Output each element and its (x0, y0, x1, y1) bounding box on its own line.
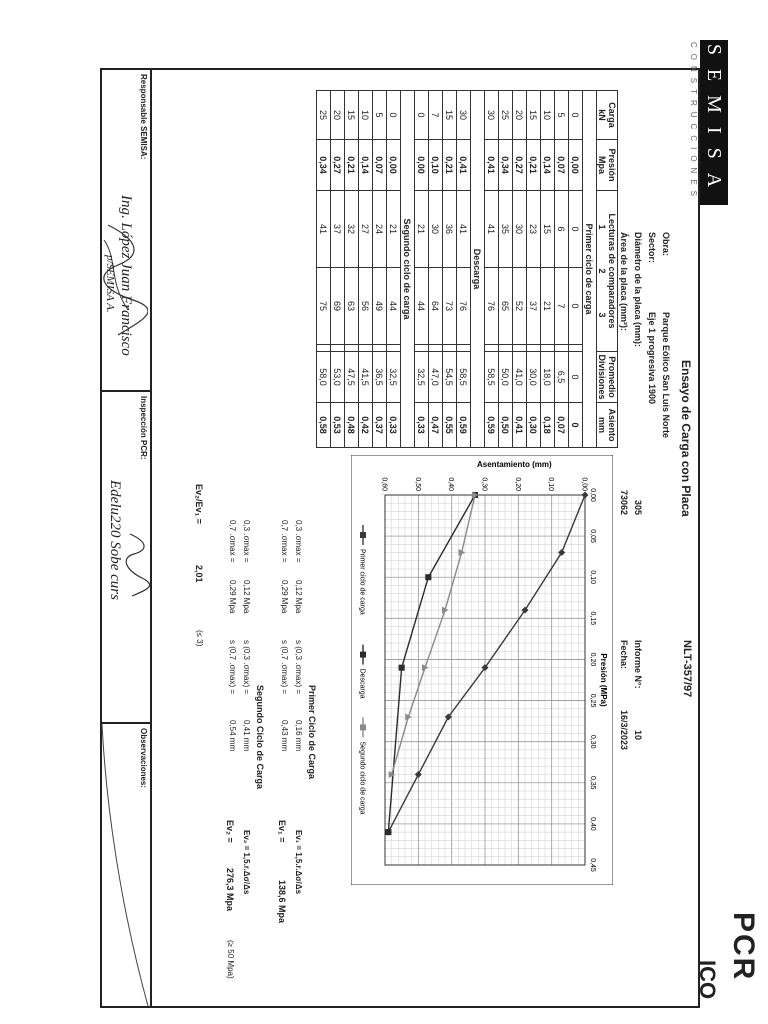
table-cell: 32 (345, 191, 359, 268)
table-cell: 0,07 (555, 403, 569, 448)
table-cell: 44 (387, 268, 401, 345)
legend-marker (360, 532, 366, 538)
header-asiento-unit: mm (597, 416, 607, 433)
p2-sigma2-value: 0,29 Mpa (228, 580, 237, 614)
table-cell: 25 (499, 91, 513, 140)
table-cell: 18,0 (541, 352, 555, 403)
table-cell: 30 (485, 91, 499, 140)
table-cell: 0 (569, 403, 583, 448)
table-cell: 20 (331, 91, 345, 140)
table-cell (457, 345, 471, 352)
x-tick-label: 0,05 (589, 529, 596, 543)
table-cell: 47,5 (345, 352, 359, 403)
table-cell: 32,5 (415, 352, 429, 403)
table-cell: 41 (485, 191, 499, 268)
table-cell: 7 (555, 268, 569, 345)
table-cell: 63 (345, 268, 359, 345)
p1-s2-label: s (0,7 .σmax) = (280, 640, 289, 695)
table-cell (443, 345, 457, 352)
table-row (387, 91, 401, 448)
x-tick-label: 0,15 (589, 611, 596, 626)
table-row (415, 91, 429, 448)
header-promedio-text: Promedio (607, 356, 617, 398)
p2-s2-value: 0,54 mm (228, 720, 237, 752)
table-cell (499, 345, 513, 352)
table-row (331, 91, 345, 448)
table-cell: 65 (499, 268, 513, 345)
table-cell: 41,5 (359, 352, 373, 403)
obra-value: Parque Eólico San Luis Norte (661, 312, 671, 439)
table-cell: 0 (569, 352, 583, 403)
table-cell: 6 (555, 191, 569, 268)
header-lecturas-text: Lecturas de comparadores (607, 213, 617, 329)
table-cell: 21 (541, 268, 555, 345)
data-point (399, 665, 405, 671)
diametro-value: 305 (633, 500, 643, 516)
header-carga-text: Carga (607, 102, 617, 128)
p1-s2-value: 0,43 mm (280, 720, 289, 752)
table-cell: 0,18 (541, 403, 555, 448)
legend-marker (360, 652, 366, 658)
table-row (499, 91, 513, 448)
table-cell: 0,07 (373, 140, 387, 191)
table-cell: 58,0 (317, 352, 331, 403)
header-asiento (597, 403, 618, 448)
table-cell: 15 (345, 91, 359, 140)
primer-ciclo-title: Primer Ciclo de Carga (307, 685, 317, 780)
table-cell: 0,30 (527, 403, 541, 448)
table-cell: 58,5 (457, 352, 471, 403)
table-cell: 36 (443, 191, 457, 268)
diametro-label: Diámetro de la placa (mm): (633, 232, 643, 348)
table-cell: 0 (569, 191, 583, 268)
ev1-formula: Ev₁ = 1,5.r.Δσ/Δs (294, 830, 303, 895)
table-row (345, 91, 359, 448)
table-header-row (597, 91, 618, 448)
sector-value: Eje 1 progresiva 1900 (647, 312, 657, 405)
table-cell: 7 (429, 91, 443, 140)
table-cell: 21 (387, 191, 401, 268)
table-cell: 0,58 (317, 403, 331, 448)
table-cell: 10 (541, 91, 555, 140)
ev2-formula: Ev₂ = 1,5.r.Δσ/Δs (242, 830, 251, 895)
table-cell: 15 (527, 91, 541, 140)
table-cell: 15 (541, 191, 555, 268)
semisa-logo-subtitle: CONSTRUCCIONES (689, 42, 698, 203)
p1-sigma2-value: 0,29 Mpa (280, 580, 289, 614)
section-title-cell: Segundo ciclo de carga (401, 91, 415, 448)
ev1-value: 138,6 Mpa (277, 880, 287, 924)
table-cell: 76 (457, 268, 471, 345)
table-cell (359, 345, 373, 352)
table-cell: 0,34 (317, 140, 331, 191)
table-cell: 0,27 (331, 140, 345, 191)
table-row (541, 91, 555, 448)
table-cell: 0,53 (331, 403, 345, 448)
table-cell: 58,5 (485, 352, 499, 403)
table-cell: 49 (373, 268, 387, 345)
header-carga-unit: kN (597, 109, 607, 121)
inspeccion-label: Inspección PCR: (139, 396, 148, 460)
responsable-signature-scribble (100, 220, 148, 340)
table-cell (373, 345, 387, 352)
table-cell: 35 (499, 191, 513, 268)
table-cell: 30 (429, 191, 443, 268)
table-cell: 0,33 (415, 403, 429, 448)
table-cell: 64 (429, 268, 443, 345)
header-asiento-text: Asiento (607, 408, 617, 442)
table-row (359, 91, 373, 448)
table-section-title (401, 91, 415, 448)
legend-marker (360, 724, 366, 730)
table-cell (429, 345, 443, 352)
table-cell: 50,0 (499, 352, 513, 403)
y-tick-label: 0,40 (447, 477, 455, 491)
table-cell: 52 (513, 268, 527, 345)
y-tick-label: 0,10 (547, 477, 555, 491)
table-cell: 0,41 (513, 403, 527, 448)
table-cell: 0,33 (387, 403, 401, 448)
header-carga (597, 91, 618, 140)
header-promedio (597, 352, 618, 403)
p1-sigma1-label: 0,3 .σmax = (294, 520, 303, 563)
informe-value: 10 (633, 730, 643, 741)
fecha-label: Fecha: (619, 640, 629, 670)
pcr-logo: PCR (727, 912, 760, 982)
x-tick-label: 0,30 (589, 734, 596, 749)
table-cell: 41,0 (513, 352, 527, 403)
table-row (373, 91, 387, 448)
table-cell: 0,00 (415, 140, 429, 191)
p1-s1-value: 0,16 mm (294, 720, 303, 752)
table-cell: 0,34 (499, 140, 513, 191)
fecha-value: 16/3/2023 (619, 710, 629, 751)
table-cell: 0,21 (443, 140, 457, 191)
p2-s1-value: 0,41 mm (242, 720, 251, 752)
table-cell (485, 345, 499, 352)
table-cell (555, 345, 569, 352)
table-cell: 53,0 (331, 352, 345, 403)
header-lecturas (597, 191, 618, 352)
table-cell (527, 345, 541, 352)
table-cell: 0,00 (569, 140, 583, 191)
responsable-label: Responsable SEMISA: (139, 74, 148, 160)
y-tick-label: 0,50 (413, 477, 421, 491)
footer-top-border (150, 68, 152, 1008)
table-cell: 15 (443, 91, 457, 140)
legend-label: Segundo ciclo de carga (358, 741, 366, 815)
table-row (457, 91, 471, 448)
p2-sigma2-label: 0,7 .σmax = (228, 520, 237, 563)
header-c1: 1 (597, 224, 607, 230)
p2-sigma1-label: 0,3 .σmax = (242, 520, 251, 563)
legend-label: Primer ciclo de carga (358, 549, 366, 615)
table-cell: 0 (387, 91, 401, 140)
table-cell: 24 (373, 191, 387, 268)
section-title-cell: Descarga (471, 91, 485, 448)
table-cell (415, 345, 429, 352)
table-cell: 0,55 (443, 403, 457, 448)
sector-label: Sector: (647, 232, 657, 264)
inspeccion-signature-scribble (124, 530, 150, 600)
table-cell: 0,21 (345, 140, 359, 191)
x-tick-label: 0,35 (589, 775, 596, 790)
table-cell: 32,5 (387, 352, 401, 403)
table-cell: 0 (415, 91, 429, 140)
table-cell: 41 (317, 191, 331, 268)
informe-label: Informe N°: (633, 640, 643, 689)
data-point (385, 829, 391, 835)
table-cell: 30 (457, 91, 471, 140)
x-tick-label: 0,10 (589, 570, 596, 585)
footer-divider-1 (100, 390, 152, 392)
p2-sigma1-value: 0,12 Mpa (242, 580, 251, 614)
header-promedio-unit: Divisiones (597, 354, 607, 400)
table-cell (387, 345, 401, 352)
p1-s1-label: s (0,3 .σmax) = (294, 640, 303, 695)
x-tick-label: 0,20 (589, 652, 596, 667)
area-label: Área de la placa (mm²): (619, 232, 629, 332)
x-axis-title: Presión (MPa) (599, 653, 608, 707)
x-tick-label: 0,25 (589, 693, 596, 708)
obra-label: Obra: (661, 232, 671, 257)
table-cell: 30,0 (527, 352, 541, 403)
table-cell: 0,59 (457, 403, 471, 448)
data-point (425, 574, 431, 580)
table-cell: 0,47 (429, 403, 443, 448)
observaciones-label: Observaciones: (139, 728, 148, 789)
responsable-org: p/SEMISA A. (104, 255, 116, 313)
ev2-value: 276,3 Mpa (225, 868, 235, 912)
table-cell (541, 345, 555, 352)
y-tick-label: 0,60 (380, 477, 388, 491)
table-cell: 0,14 (541, 140, 555, 191)
section-title-cell: Primer ciclo de carga (583, 91, 597, 448)
y-tick-label: 0,30 (480, 477, 488, 491)
y-tick-label: 0,20 (513, 477, 521, 491)
table-cell: 37 (331, 191, 345, 268)
table-cell (513, 345, 527, 352)
table-row (443, 91, 457, 448)
table-cell: 0,14 (359, 140, 373, 191)
header-c3: 3 (597, 312, 607, 318)
table-cell: 0,41 (457, 140, 471, 191)
table-row (485, 91, 499, 448)
table-cell: 0,50 (499, 403, 513, 448)
header-c2: 2 (597, 268, 607, 274)
p1-sigma2-label: 0,7 .σmax = (280, 520, 289, 563)
table-cell: 37 (527, 268, 541, 345)
table-row (527, 91, 541, 448)
table-cell (317, 345, 331, 352)
p1-sigma1-value: 0,12 Mpa (294, 580, 303, 614)
table-cell: 0 (569, 91, 583, 140)
table-cell: 0 (569, 268, 583, 345)
x-tick-label: 0,00 (589, 488, 596, 502)
table-cell: 0,10 (429, 140, 443, 191)
table-cell: 69 (331, 268, 345, 345)
table-cell: 36,5 (373, 352, 387, 403)
table-cell: 25 (317, 91, 331, 140)
table-row (569, 91, 583, 448)
table-cell (331, 345, 345, 352)
p2-s1-label: s (0,3 .σmax) = (242, 640, 251, 695)
table-cell: 5 (555, 91, 569, 140)
table-cell: 47,0 (429, 352, 443, 403)
table-cell: 56 (359, 268, 373, 345)
p2-s2-label: s (0,7 .σmax) = (228, 640, 237, 695)
report-title: Ensayo de Carga con Placa (679, 360, 693, 517)
table-cell: 10 (359, 91, 373, 140)
y-axis-title: Asentamiento (mm) (477, 460, 552, 469)
y-tick-label: 0,00 (580, 477, 588, 491)
load-test-table (316, 90, 618, 448)
ratio-label: Ev₂/Ev₁ = (194, 484, 204, 524)
semisa-logo: SEMISA (700, 40, 728, 205)
x-tick-label: 0,40 (589, 817, 596, 831)
header-presion-unit: Mpa (597, 156, 607, 174)
table-cell: 23 (527, 191, 541, 268)
header-presion-text: Presión (607, 148, 617, 182)
table-row (513, 91, 527, 448)
table-cell: 0,27 (513, 140, 527, 191)
table-section-title (583, 91, 597, 448)
x-tick-label: 0,45 (589, 858, 596, 872)
table-section-title (471, 91, 485, 448)
inspeccion-signature: Edelu220 Sobe curs (107, 480, 123, 600)
table-row (555, 91, 569, 448)
report-norm: NLT-357/97 (681, 640, 693, 698)
table-cell: 0,59 (485, 403, 499, 448)
table-cell: 5 (373, 91, 387, 140)
table-cell: 30 (513, 191, 527, 268)
ico-logo: ICO (695, 960, 720, 1000)
table-cell: 0,21 (527, 140, 541, 191)
table-row (317, 91, 331, 448)
table-cell: 75 (317, 268, 331, 345)
table-cell: 27 (359, 191, 373, 268)
ratio-condition: (≤ 3) (195, 630, 204, 647)
table-cell: 6,5 (555, 352, 569, 403)
segundo-ciclo-title: Segundo Ciclo de Carga (255, 685, 265, 790)
table-cell: 0,00 (387, 140, 401, 191)
table-cell: 54,5 (443, 352, 457, 403)
legend-label: Descarga (358, 668, 366, 699)
table-cell: 20 (513, 91, 527, 140)
table-cell: 0,41 (485, 140, 499, 191)
table-cell: 41 (457, 191, 471, 268)
table-cell: 0,42 (359, 403, 373, 448)
responsable-name: Ing. López Juan Francisco (118, 195, 134, 356)
ev2-label: Ev₂ = (225, 820, 235, 843)
table-row (429, 91, 443, 448)
table-cell (569, 345, 583, 352)
settlement-chart (351, 455, 613, 885)
table-cell: 0,48 (345, 403, 359, 448)
ev1-label: Ev₁ = (277, 820, 287, 843)
ratio-value: 2,01 (194, 565, 204, 583)
table-cell (345, 345, 359, 352)
ev2-condition: (≥ 50 Mpa) (226, 940, 235, 979)
table-cell: 0,07 (555, 140, 569, 191)
area-value: 73062 (619, 490, 629, 516)
table-cell: 0,37 (373, 403, 387, 448)
header-presion (597, 140, 618, 191)
table-cell: 73 (443, 268, 457, 345)
observaciones-curve (100, 724, 150, 1008)
table-cell: 44 (415, 268, 429, 345)
table-cell: 76 (485, 268, 499, 345)
table-cell: 21 (415, 191, 429, 268)
